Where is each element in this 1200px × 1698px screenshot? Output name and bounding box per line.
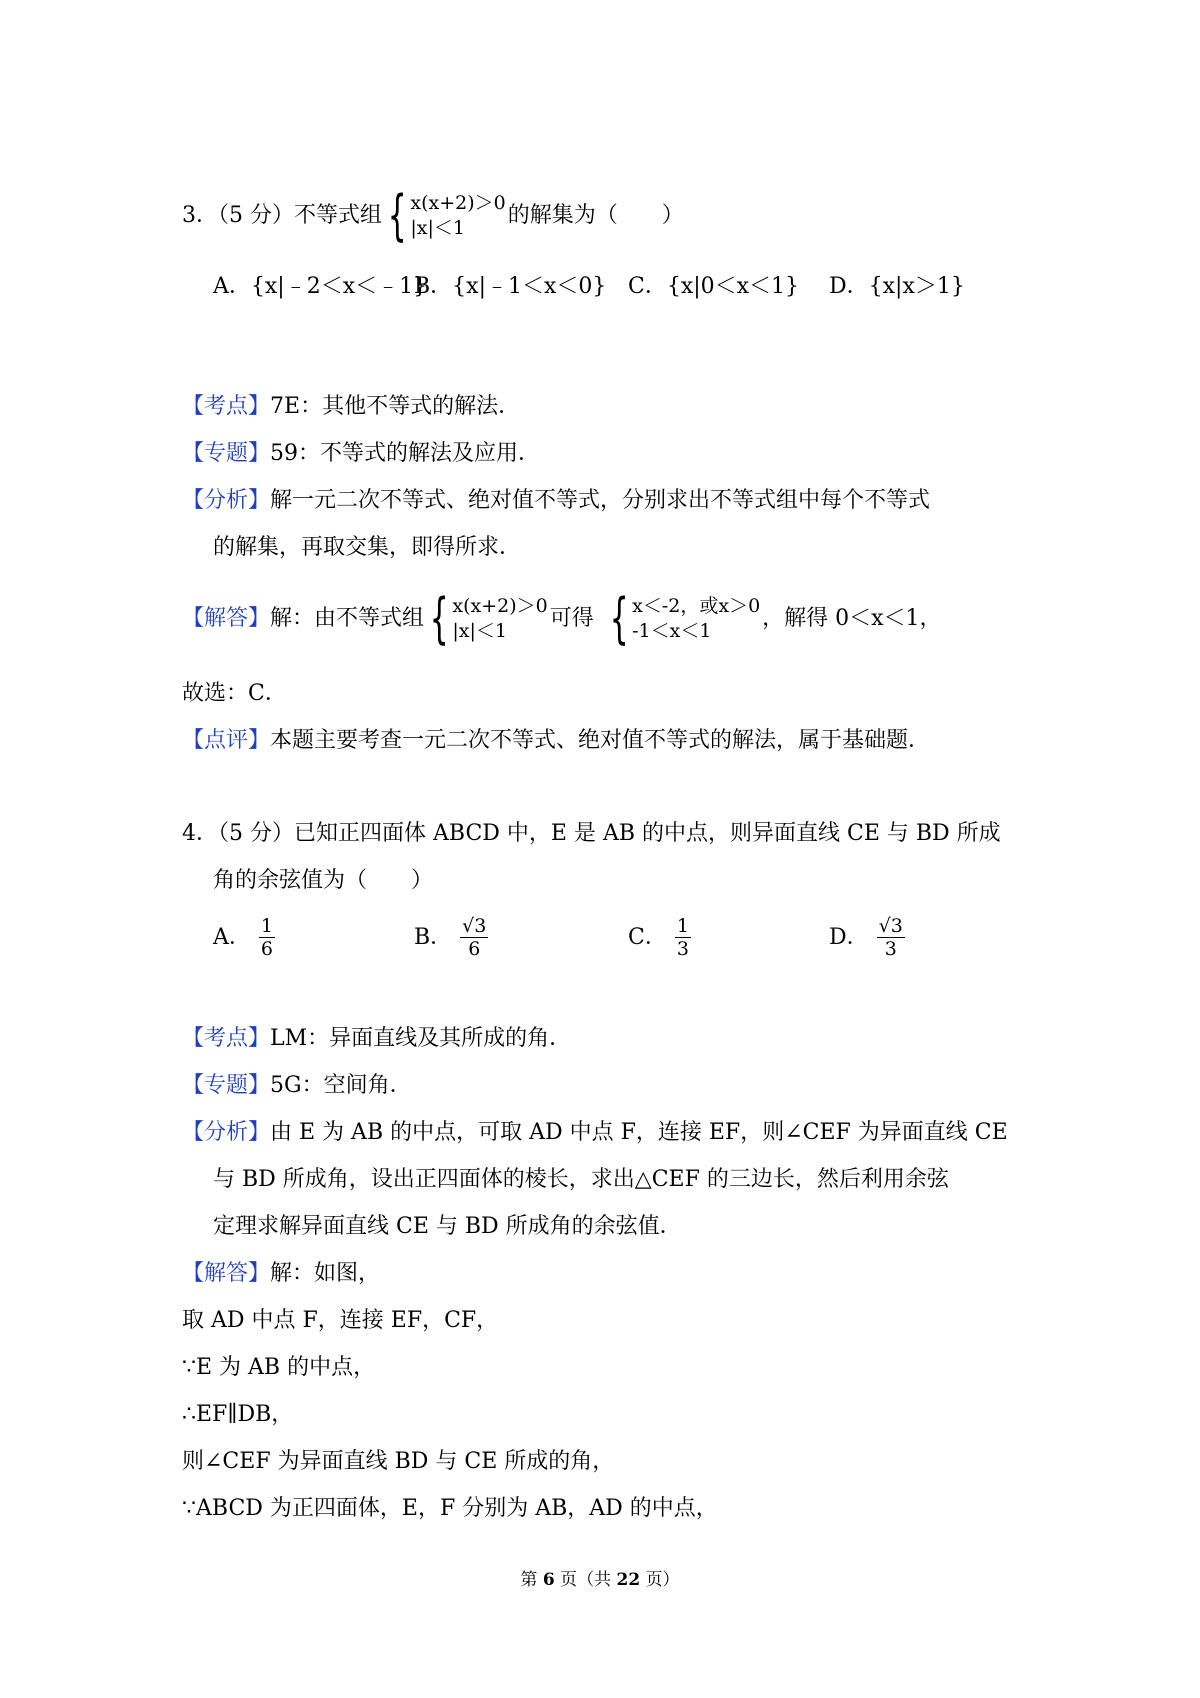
q4-option-a: [213, 915, 275, 960]
page-footer: [0, 1565, 1200, 1590]
q3-option-d: D．{x|x＞1}: [829, 274, 965, 299]
q3-kaodian: [182, 392, 520, 422]
q3-inequality-system: [384, 184, 506, 247]
zhuanti-tag: 【专题】: [182, 1073, 271, 1098]
q3-stem-prefix: 3．（5 分）不等式组: [182, 203, 382, 228]
fraction-denominator: 3: [676, 938, 689, 960]
brace-icon: {: [429, 587, 449, 650]
q3-jieda-s1-line-1: x(x+2)＞0: [452, 595, 548, 617]
footer-total-pages: 22: [616, 1570, 641, 1590]
fenxi-tag: 【分析】: [182, 1120, 271, 1145]
q3-jieda-system-2: [606, 587, 761, 650]
q3-option-c: C．{x|0＜x＜1}: [628, 274, 800, 299]
q4-zhuanti: [182, 1071, 412, 1101]
fraction: [877, 915, 905, 960]
q3-dianping-text: 本题主要考查一元二次不等式、绝对值不等式的解法，属于基础题．: [270, 728, 931, 753]
q3-jieda-suffix: ，解得 0＜x＜1，: [762, 606, 942, 631]
kaodian-tag: 【考点】: [182, 1026, 271, 1051]
q3-fenxi-cont: [213, 533, 521, 563]
fraction: [259, 915, 275, 960]
fraction-numerator: √3: [462, 915, 487, 937]
q3-option-b: B．{x|﹣1＜x＜0}: [414, 274, 607, 299]
fraction: [460, 915, 488, 960]
q3-jieda-s1-line-2: |x|＜1: [452, 620, 507, 642]
q3-jieda-s2-line-1: x＜-2，或x＞0: [632, 595, 761, 617]
footer-prefix: 第: [520, 1570, 538, 1590]
q4-step: 则∠CEF 为异面直线 BD 与 CE 所成的角，: [182, 1449, 615, 1474]
q3-system-line-1: x(x+2)＞0: [410, 192, 506, 214]
q3-guxuan: 故选：C．: [182, 681, 287, 706]
jieda-tag: 【解答】: [182, 606, 271, 631]
q3-zhuanti: [182, 439, 540, 469]
q4-step: ∴EF∥DB，: [182, 1402, 294, 1427]
fenxi-tag: 【分析】: [182, 488, 271, 513]
q3-system-line-2: |x|＜1: [410, 217, 465, 239]
q3-jieda-mid: 可得: [549, 606, 594, 631]
jieda-tag: 【解答】: [182, 1261, 271, 1286]
footer-mid: 页（共: [560, 1570, 612, 1590]
q4-option-d: [829, 915, 905, 960]
q4-fenxi-line-3: 定理求解异面直线 CE 与 BD 所成角的余弦值．: [213, 1214, 682, 1239]
q4-option-c: [628, 915, 691, 960]
q4-option-b-label: B．: [414, 924, 453, 950]
q3-zhuanti-text: 59：不等式的解法及应用．: [270, 441, 541, 466]
dianping-tag: 【点评】: [182, 728, 271, 753]
zhuanti-tag: 【专题】: [182, 441, 271, 466]
fraction: [675, 915, 691, 960]
q3-fenxi: [182, 486, 930, 516]
q4-step: ∵ABCD 为正四面体，E，F 分别为 AB，AD 的中点，: [182, 1496, 718, 1521]
q4-fenxi-line-1: 由 E 为 AB 的中点，可取 AD 中点 F，连接 EF，则∠CEF 为异面直线 CE: [270, 1120, 1008, 1145]
q3-stem: [182, 184, 684, 247]
q4-jieda: [182, 1259, 380, 1289]
footer-page-number: 6: [542, 1570, 555, 1590]
fraction-denominator: 6: [468, 938, 481, 960]
q3-jieda-system-1: [426, 587, 548, 650]
fraction-denominator: 3: [884, 938, 897, 960]
fraction-numerator: 1: [260, 915, 273, 937]
q3-fenxi-line-2: 的解集，再取交集，即得所求．: [213, 535, 522, 560]
q4-jieda-text: 解：如图，: [270, 1261, 381, 1286]
q4-fenxi-line-2: 与 BD 所成角，设出正四面体的棱长，求出△CEF 的三边长，然后利用余弦: [213, 1167, 949, 1192]
q4-option-d-label: D．: [829, 924, 869, 950]
q3-option-a: A．{x|﹣2＜x＜﹣1}: [213, 274, 428, 299]
q3-jieda-prefix: 解：由不等式组: [270, 606, 425, 631]
q4-step: ∵E 为 AB 的中点，: [182, 1355, 376, 1380]
fraction-numerator: 1: [676, 915, 689, 937]
q4-zhuanti-text: 5G：空间角．: [270, 1073, 412, 1098]
brace-icon: {: [609, 587, 629, 650]
q3-kaodian-text: 7E：其他不等式的解法．: [270, 394, 521, 419]
q4-option-c-label: C．: [628, 924, 667, 950]
footer-suffix: 页）: [645, 1570, 680, 1590]
fraction-numerator: √3: [878, 915, 903, 937]
q4-kaodian: [182, 1024, 571, 1054]
q4-stem-line-1: 4．（5 分）已知正四面体 ABCD 中，E 是 AB 的中点，则异面直线 CE 与 BD 所成: [182, 821, 1001, 846]
q3-jieda: [182, 587, 942, 650]
q4-step: 取 AD 中点 F，连接 EF，CF，: [182, 1308, 499, 1333]
fraction-denominator: 6: [260, 938, 273, 960]
q3-stem-suffix: 的解集为（ ）: [507, 203, 684, 228]
q4-option-b: [414, 915, 488, 960]
q3-dianping: [182, 726, 930, 756]
kaodian-tag: 【考点】: [182, 394, 271, 419]
q4-fenxi: [182, 1118, 1008, 1148]
q4-kaodian-text: LM：异面直线及其所成的角．: [270, 1026, 572, 1051]
brace-icon: {: [387, 184, 407, 247]
q3-fenxi-line-1: 解一元二次不等式、绝对值不等式，分别求出不等式组中每个不等式: [270, 488, 931, 513]
q4-option-a-label: A．: [213, 924, 251, 950]
q3-jieda-s2-line-2: -1＜x＜1: [632, 620, 712, 642]
q4-stem-line-2: 角的余弦值为（ ）: [213, 868, 434, 893]
